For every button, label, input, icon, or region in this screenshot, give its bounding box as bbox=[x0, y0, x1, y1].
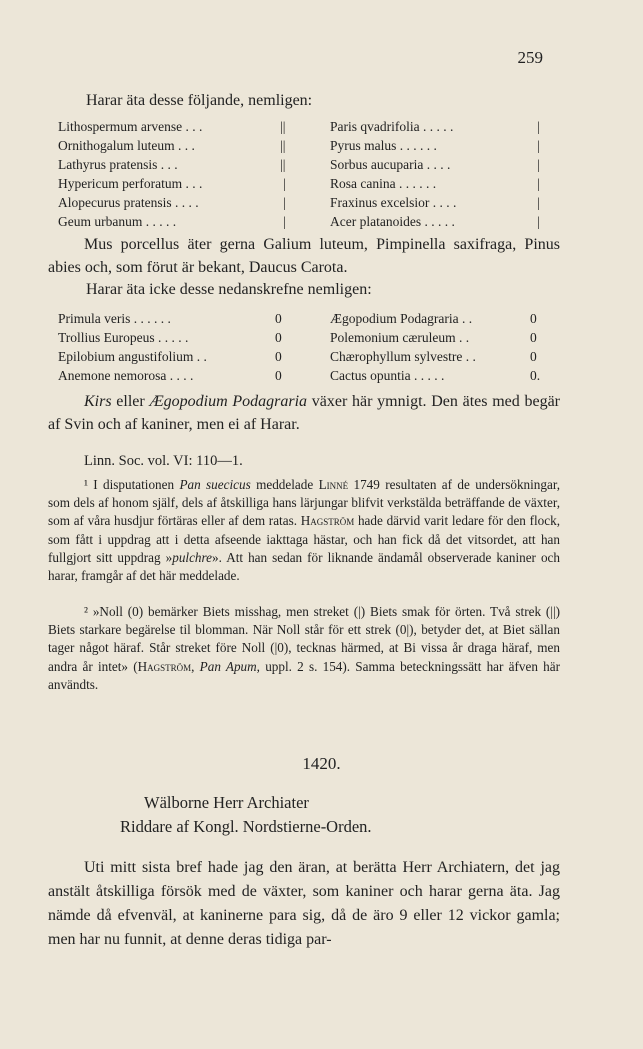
letter-number: 1420. bbox=[302, 754, 341, 773]
plant-row: Trollius Europeus . . . . . 0 bbox=[58, 330, 282, 345]
paragraph-kirs: Kirs eller Ægopodium Podagraria växer här ymnigt. Den ätes med begär af Svin och af kaniner, men ei af Harar. bbox=[48, 393, 560, 433]
not-eaten-table-left bbox=[58, 309, 298, 385]
plant-row: Epilobium angustifolium . . 0 bbox=[58, 349, 282, 364]
plant-row: Cactus opuntia . . . . . 0. bbox=[330, 368, 541, 383]
plant-row: Sorbus aucuparia . . . . | bbox=[330, 157, 540, 172]
salutation-line-2: Riddare af Kongl. Nordstierne-Orden. bbox=[120, 817, 372, 836]
plant-row: Ægopodium Podagraria . . 0 bbox=[330, 311, 537, 326]
footnote-2: ² »Noll (0) bemärker Biets misshag, men streket (|) Biets smak för örten. Två strek (||) Biets starkare begärelse til blomman. När Noll står för ett strek (0|), betyder det, at Biet sällan tager något häraf. Står streket före Noll (|0), tecknas härmed, at Bi vissa år draga häraf, men andra år intet» (Hagström, Pan Apum, uppl. 2 s. 154). Samma beteckningssätt har äfven här användts. bbox=[48, 604, 560, 692]
plant-row: Anemone nemorosa . . . . 0 bbox=[58, 368, 282, 383]
plant-row: Acer platanoides . . . . . | bbox=[330, 214, 540, 229]
plant-row: Rosa canina . . . . . . | bbox=[330, 176, 540, 191]
plant-row: Lithospermum arvense . . . || bbox=[58, 119, 286, 134]
plant-row: Primula veris . . . . . . 0 bbox=[58, 311, 282, 326]
plant-row: Geum urbanum . . . . . | bbox=[58, 214, 286, 229]
plant-row: Chærophyllum sylvestre . . 0 bbox=[330, 349, 537, 364]
plant-row: Pyrus malus . . . . . . | bbox=[330, 138, 540, 153]
paragraph-mus-porcellus: Mus porcellus äter gerna Galium luteum, Pimpinella saxifraga, Pinus abies och, som förut är bekant, Daucus Carota. bbox=[48, 236, 560, 276]
plant-row: Lathyrus pratensis . . . || bbox=[58, 157, 286, 172]
plant-row: Ornithogalum luteum . . . || bbox=[58, 138, 286, 153]
intro-not-eaten: Harar äta icke desse nedanskrefne nemligen: bbox=[86, 281, 372, 298]
plant-row: Fraxinus excelsior . . . . | bbox=[330, 195, 540, 210]
plant-row: Polemonium cæruleum . . 0 bbox=[330, 330, 537, 345]
plant-row: Alopecurus pratensis . . . . | bbox=[58, 195, 286, 210]
plant-row: Hypericum perforatum . . . | bbox=[58, 176, 286, 191]
salutation-line-1: Wälborne Herr Archiater bbox=[144, 793, 309, 812]
plant-row: Paris qvadrifolia . . . . . | bbox=[330, 119, 540, 134]
source-citation: Linn. Soc. vol. VI: 110—1. bbox=[84, 453, 243, 469]
letter-body: Uti mitt sista bref hade jag den äran, at berätta Herr Archiatern, det jag anstält åtskilliga försök med de växter, som kaniner och harar gerna äta. Jag nämde då efvenväl, at kaninerne para sig, då de äro 9 eller 12 vickor gamla; men har nu funnit, at denne deras tidiga par- bbox=[48, 859, 560, 948]
intro-eaten: Harar äta desse följande, nemligen: bbox=[86, 92, 313, 109]
not-eaten-table-right bbox=[330, 309, 545, 385]
footnote-1: ¹ I disputationen Pan suecicus meddelade Linné 1749 resultaten af de undersökningar, som dels af honom själf, dels af åtskilliga hans lärjungar blifvit verkstälda beträffande de växter, som af våra husdjur förtäras eller af dem ratas. Hagström hade därvid varit ledare för den flock, som fått i uppdrag att i detta afseende iakttaga hästar, och han fick då det vitsordet, att han fullgjort sitt uppdrag »pulchre». Att han sedan för liknande ändamål observerade kaniner och harar, framgår af det här meddelade. bbox=[48, 477, 561, 584]
eaten-table-left bbox=[58, 117, 298, 231]
eaten-table-right bbox=[330, 117, 545, 231]
page-number: 259 bbox=[517, 48, 543, 67]
